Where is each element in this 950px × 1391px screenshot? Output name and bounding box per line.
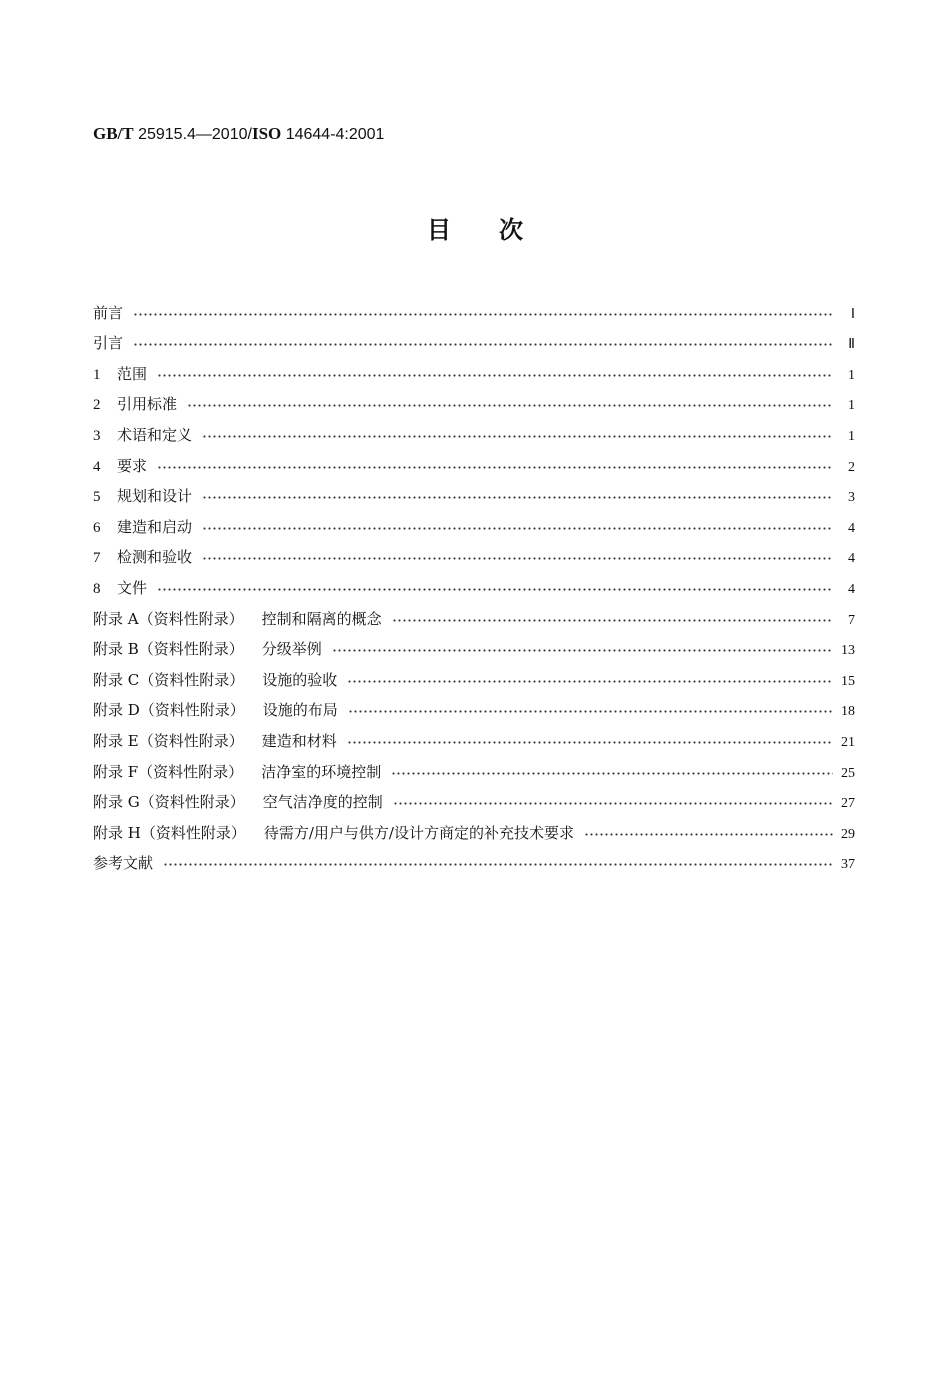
- toc-entry-number: 7: [93, 550, 101, 567]
- toc-entry[interactable]: [93, 384, 855, 415]
- toc-entry-label: 前言: [93, 303, 124, 322]
- toc-entry-number: 附录 D（资料性附录）: [93, 701, 245, 720]
- toc-entry-label: 检测和验收: [117, 548, 193, 567]
- toc-entry-page: 25: [841, 765, 855, 781]
- toc-entry-page: Ⅱ: [848, 337, 855, 353]
- toc-entry-page: 2: [848, 459, 855, 475]
- leader-dots: [393, 802, 833, 805]
- toc-entry[interactable]: [93, 629, 855, 660]
- toc-entry-label: 建造和材料: [261, 731, 337, 750]
- toc-entry[interactable]: [93, 782, 855, 813]
- toc-entry-number: 8: [93, 580, 101, 597]
- toc-entry-page: 4: [848, 551, 855, 567]
- toc-entry-label: 文件: [117, 578, 148, 597]
- page-title: 目次: [427, 215, 571, 244]
- leader-dots: [584, 833, 833, 836]
- toc-entry-page: 1: [848, 398, 855, 414]
- standard-number: [93, 124, 384, 144]
- toc-entry[interactable]: [93, 323, 855, 354]
- toc-entry[interactable]: [93, 414, 855, 445]
- toc-entry-page: 1: [848, 428, 855, 444]
- toc-entry-page: 15: [841, 673, 855, 689]
- leader-dots: [163, 863, 833, 866]
- leader-dots: [347, 741, 833, 744]
- toc-entry-number: 附录 H（资料性附录）: [93, 823, 246, 842]
- toc-entry-label: 要求: [117, 456, 148, 475]
- iso-number: 14644-4:2001: [281, 126, 385, 143]
- toc-entry-page: 27: [841, 796, 855, 812]
- leader-dots: [187, 404, 833, 407]
- toc-entry-page: 4: [848, 581, 855, 597]
- toc-entry-page: Ⅰ: [850, 306, 855, 322]
- toc-entry[interactable]: [93, 445, 855, 476]
- toc-entry[interactable]: [93, 537, 855, 568]
- toc-entry-number: 附录 A（资料性附录）: [93, 609, 244, 628]
- toc-entry-number: 附录 B（资料性附录）: [93, 640, 244, 659]
- toc-entry-number: 2: [93, 397, 101, 414]
- toc-entry[interactable]: [93, 690, 855, 721]
- iso-prefix: ISO: [251, 124, 282, 143]
- toc-entry[interactable]: [93, 506, 855, 537]
- toc-entry-label: 参考文献: [93, 854, 154, 873]
- std-number: 25915.4—2010/: [133, 126, 252, 143]
- toc-entry-page: 29: [841, 826, 855, 842]
- toc-entry[interactable]: [93, 567, 855, 598]
- toc-entry-label: 洁净室的环境控制: [261, 762, 382, 781]
- toc-entry-label: 设施的验收: [262, 670, 338, 689]
- toc-entry-label: 引用标准: [117, 395, 178, 414]
- std-prefix: GB/T: [93, 124, 134, 143]
- toc-entry[interactable]: [93, 476, 855, 507]
- toc-entry[interactable]: [93, 720, 855, 751]
- toc-entry-number: 1: [93, 366, 101, 383]
- toc-entry-page: 3: [848, 490, 855, 506]
- toc-entry[interactable]: [93, 598, 855, 629]
- leader-dots: [133, 343, 833, 346]
- toc-entry[interactable]: [93, 659, 855, 690]
- toc-entry-page: 37: [841, 857, 855, 873]
- toc-entry-label: 引言: [93, 334, 124, 353]
- toc-entry-number: 3: [93, 427, 101, 444]
- toc-entry[interactable]: [93, 751, 855, 782]
- toc-entry-label: 规划和设计: [117, 487, 193, 506]
- leader-dots: [157, 588, 833, 591]
- leader-dots: [348, 710, 833, 713]
- toc-entry-label: 待需方/用户与供方/设计方商定的补充技术要求: [263, 823, 574, 842]
- toc-entry[interactable]: [93, 843, 855, 874]
- leader-dots: [347, 680, 833, 683]
- toc-entry[interactable]: [93, 353, 855, 384]
- toc-entry-page: 4: [848, 520, 855, 536]
- toc-entry-label: 空气洁净度的控制: [262, 793, 383, 812]
- toc-entry[interactable]: [93, 292, 855, 323]
- toc-entry-page: 7: [848, 612, 855, 628]
- toc-entry-number: 5: [93, 489, 101, 506]
- leader-dots: [133, 313, 833, 316]
- leader-dots: [332, 649, 833, 652]
- toc-entry-label: 建造和启动: [117, 517, 193, 536]
- toc-entry-label: 范围: [117, 364, 148, 383]
- leader-dots: [202, 557, 833, 560]
- leader-dots: [157, 374, 833, 377]
- toc-entry-label: 术语和定义: [117, 425, 193, 444]
- leader-dots: [202, 527, 833, 530]
- toc-entry-number: 4: [93, 458, 101, 475]
- toc-entry-number: 附录 G（资料性附录）: [93, 793, 245, 812]
- leader-dots: [391, 772, 833, 775]
- table-of-contents: [93, 292, 855, 873]
- toc-entry-number: 6: [93, 519, 101, 536]
- leader-dots: [392, 619, 833, 622]
- toc-entry-page: 1: [848, 367, 855, 383]
- leader-dots: [157, 466, 833, 469]
- toc-entry[interactable]: [93, 812, 855, 843]
- toc-entry-number: 附录 F（资料性附录）: [93, 762, 244, 781]
- toc-entry-page: 18: [841, 704, 855, 720]
- leader-dots: [202, 435, 833, 438]
- toc-entry-number: 附录 C（资料性附录）: [93, 670, 245, 689]
- toc-entry-page: 13: [841, 643, 855, 659]
- toc-entry-number: 附录 E（资料性附录）: [93, 731, 244, 750]
- toc-entry-label: 分级举例: [261, 640, 322, 659]
- leader-dots: [202, 496, 833, 499]
- toc-entry-label: 控制和隔离的概念: [261, 609, 382, 628]
- toc-entry-page: 21: [841, 734, 855, 750]
- toc-entry-label: 设施的布局: [262, 701, 338, 720]
